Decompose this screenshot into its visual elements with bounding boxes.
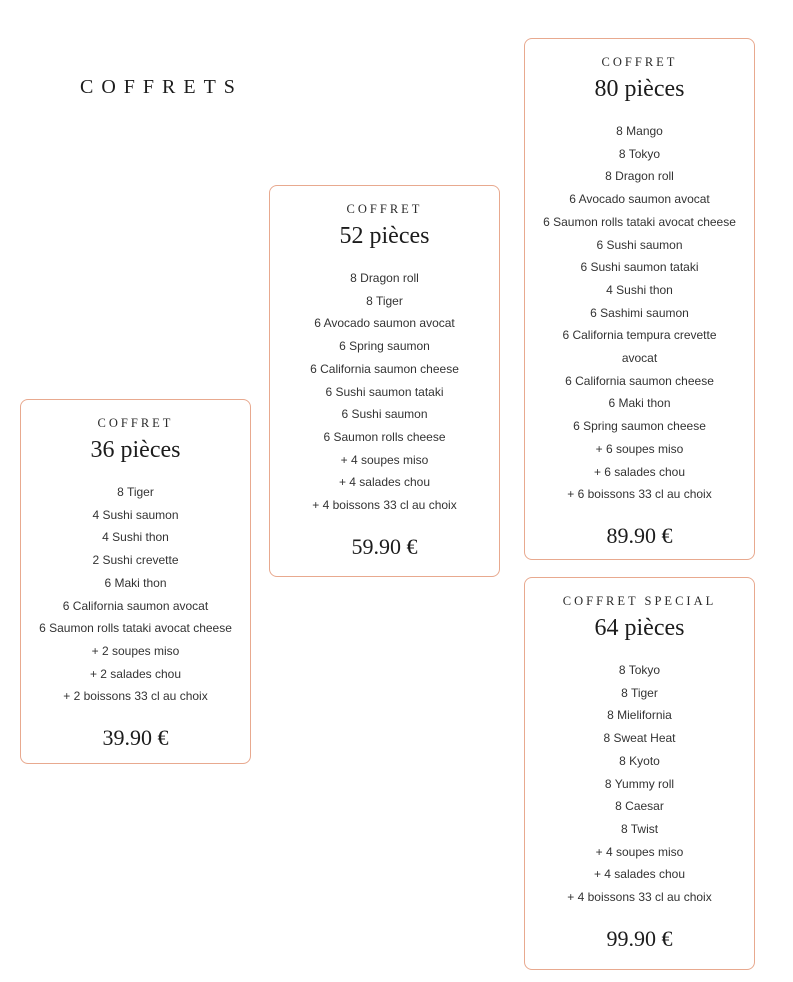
card-item: + 6 boissons 33 cl au choix bbox=[567, 487, 712, 502]
card-item: + 4 boissons 33 cl au choix bbox=[312, 498, 457, 513]
card-item: 8 Tiger bbox=[621, 685, 658, 700]
card-item: 8 Tokyo bbox=[618, 146, 661, 161]
card-item: 6 Maki thon bbox=[608, 396, 671, 411]
card-item: 8 Sweat Heat bbox=[603, 731, 676, 746]
card-item: 8 Tiger bbox=[117, 485, 154, 499]
card-item: 6 California saumon avocat bbox=[62, 598, 209, 613]
card-kicker: COFFRET bbox=[97, 416, 174, 430]
card-item: 8 Mango bbox=[616, 124, 663, 138]
card-piece-count: 52 pièces bbox=[339, 223, 430, 249]
card-item-list bbox=[270, 267, 499, 517]
card-item: 6 Spring saumon bbox=[339, 339, 430, 354]
card-item: 8 Dragon roll bbox=[350, 271, 419, 285]
card-item: 8 Kyoto bbox=[619, 753, 660, 768]
card-item: + 4 soupes miso bbox=[595, 844, 684, 859]
coffret-card-52[interactable] bbox=[269, 185, 500, 577]
card-piece-count: 64 pièces bbox=[594, 615, 685, 641]
card-item: 6 Avocado saumon avocat bbox=[569, 192, 710, 207]
card-item-list bbox=[525, 120, 754, 506]
card-item: 2 Sushi crevette bbox=[92, 553, 179, 568]
card-item: 6 Sushi saumon bbox=[341, 407, 428, 422]
card-item: + 2 salades chou bbox=[89, 666, 182, 681]
card-item: 8 Tiger bbox=[366, 293, 403, 308]
card-item: 8 Caesar bbox=[615, 799, 664, 814]
card-price: 39.90 € bbox=[102, 725, 169, 751]
card-item: 6 Spring saumon cheese bbox=[573, 419, 706, 434]
card-item: + 6 salades chou bbox=[593, 464, 686, 479]
card-item: 4 Sushi saumon bbox=[92, 507, 179, 522]
card-item: 8 Yummy roll bbox=[604, 776, 675, 791]
coffret-card-80[interactable] bbox=[524, 38, 755, 560]
card-item: 6 Saumon rolls tataki avocat cheese bbox=[543, 214, 736, 229]
card-price: 99.90 € bbox=[606, 925, 673, 951]
card-item: 4 Sushi thon bbox=[102, 530, 169, 545]
card-price: 89.90 € bbox=[606, 522, 673, 548]
card-kicker: COFFRET bbox=[601, 55, 678, 69]
section-title: COFFRETS bbox=[80, 76, 243, 98]
card-piece-count: 36 pièces bbox=[90, 437, 181, 463]
card-item: 4 Sushi thon bbox=[606, 282, 673, 297]
card-item: avocat bbox=[621, 351, 658, 366]
card-item: 6 Maki thon bbox=[104, 575, 167, 590]
card-item: 6 Sushi saumon tataki bbox=[580, 260, 699, 275]
card-item: + 4 salades chou bbox=[338, 475, 431, 490]
card-item: 6 California saumon cheese bbox=[565, 373, 714, 388]
card-item: 6 Avocado saumon avocat bbox=[314, 316, 455, 331]
card-item: + 4 soupes miso bbox=[340, 452, 429, 467]
card-item: 8 Tokyo bbox=[618, 663, 661, 677]
card-item: 6 Saumon rolls cheese bbox=[323, 429, 446, 444]
card-item: 6 California saumon cheese bbox=[310, 361, 459, 376]
card-item-list bbox=[525, 659, 754, 909]
card-item-list bbox=[21, 481, 250, 708]
card-item: + 2 boissons 33 cl au choix bbox=[63, 689, 208, 704]
card-item: 8 Dragon roll bbox=[605, 169, 674, 184]
card-piece-count: 80 pièces bbox=[594, 76, 685, 102]
card-item: 6 Sashimi saumon bbox=[590, 305, 689, 320]
coffret-card-36[interactable] bbox=[20, 399, 251, 764]
coffret-special-card-64[interactable] bbox=[524, 577, 755, 970]
card-item: 6 Sushi saumon tataki bbox=[325, 384, 444, 399]
card-item: 6 Sushi saumon bbox=[596, 237, 683, 252]
card-item: + 4 salades chou bbox=[593, 867, 686, 882]
card-item: + 4 boissons 33 cl au choix bbox=[567, 890, 712, 905]
card-kicker: COFFRET bbox=[346, 202, 423, 216]
card-kicker: COFFRET SPECIAL bbox=[562, 594, 717, 608]
card-item: + 6 soupes miso bbox=[595, 441, 684, 456]
card-item: 8 Mielifornia bbox=[607, 708, 672, 723]
card-price: 59.90 € bbox=[351, 533, 418, 559]
card-item: 6 Saumon rolls tataki avocat cheese bbox=[39, 621, 232, 636]
card-item: 8 Twist bbox=[620, 821, 659, 836]
card-item: 6 California tempura crevette bbox=[562, 328, 717, 343]
card-item: + 2 soupes miso bbox=[91, 643, 180, 658]
